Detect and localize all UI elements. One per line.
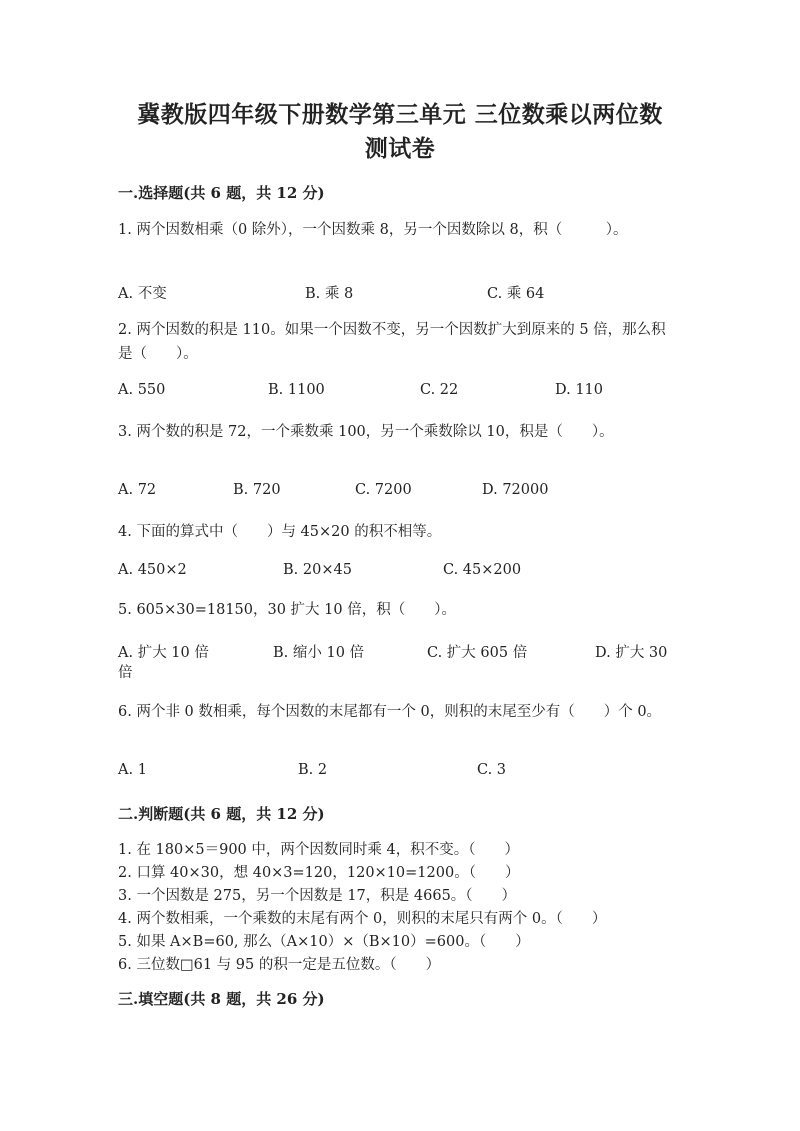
option-6c: C. 3 xyxy=(477,762,507,778)
judge-item-6: 6. 三位数□61 与 95 的积一定是五位数。（ ） xyxy=(118,957,441,973)
section-fill-heading: 三.填空题(共 8 题，共 26 分) xyxy=(118,990,325,1008)
option-2c: C. 22 xyxy=(420,382,459,398)
section-choice-heading: 一.选择题(共 6 题，共 12 分) xyxy=(118,184,325,202)
section-judge-heading: 二.判断题(共 6 题，共 12 分) xyxy=(118,805,325,823)
option-4b: B. 20×45 xyxy=(283,562,352,578)
option-4a: A. 450×2 xyxy=(118,562,187,578)
option-1b: B. 乘 8 xyxy=(305,286,354,302)
option-2b: B. 1100 xyxy=(268,382,325,398)
question-3: 3. 两个数的积是 72，一个乘数乘 100，另一个乘数除以 10，积是（ ）。 xyxy=(118,424,614,440)
option-2d: D. 110 xyxy=(555,382,604,398)
option-4c: C. 45×200 xyxy=(443,562,522,578)
option-5b: B. 缩小 10 倍 xyxy=(273,645,365,661)
judge-item-1: 1. 在 180×5＝900 中，两个因数同时乘 4，积不变。（ ） xyxy=(118,842,519,858)
judge-item-4: 4. 两个数相乘，一个乘数的末尾有两个 0，则积的末尾只有两个 0。（ ） xyxy=(118,911,607,927)
question-2: 2. 两个因数的积是 110。如果一个因数不变，另一个因数扩大到原来的 5 倍，那么积是（ ）。 xyxy=(118,322,666,362)
option-3b: B. 720 xyxy=(233,482,281,498)
question-6: 6. 两个非 0 数相乘，每个因数的末尾都有一个 0，则积的末尾至少有（ ）个 0。 xyxy=(118,704,662,720)
judge-item-5: 5. 如果 A×B=60, 那么（A×10）×（B×10）=600。（ ） xyxy=(118,934,530,950)
option-6a: A. 1 xyxy=(118,762,147,778)
question-4: 4. 下面的算式中（ ）与 45×20 的积不相等。 xyxy=(118,524,442,540)
question-5: 5. 605×30=18150，30 扩大 10 倍，积（ ）。 xyxy=(118,602,456,618)
judge-item-2: 2. 口算 40×30，想 40×3=120，120×10=1200。（ ） xyxy=(118,865,520,881)
question-1: 1. 两个因数相乘（0 除外），一个因数乘 8，另一个因数除以 8，积（ ）。 xyxy=(118,222,628,238)
option-3c: C. 7200 xyxy=(355,482,412,498)
option-1c: C. 乘 64 xyxy=(487,286,545,302)
option-5d-wrap: 倍 xyxy=(118,665,133,681)
option-3d: D. 72000 xyxy=(482,482,549,498)
option-3a: A. 72 xyxy=(118,482,157,498)
option-5c: C. 扩大 605 倍 xyxy=(427,645,528,661)
option-1a: A. 不变 xyxy=(118,286,167,302)
judge-item-3: 3. 一个因数是 275，另一个因数是 17，积是 4665。（ ） xyxy=(118,888,517,904)
page-title: 冀教版四年级下册数学第三单元 三位数乘以两位数 xyxy=(137,101,663,128)
option-5a: A. 扩大 10 倍 xyxy=(118,645,209,661)
option-5d: D. 扩大 30 xyxy=(595,645,668,661)
page-title-line2: 测试卷 xyxy=(364,135,436,162)
option-2a: A. 550 xyxy=(118,382,166,398)
option-6b: B. 2 xyxy=(298,762,328,778)
